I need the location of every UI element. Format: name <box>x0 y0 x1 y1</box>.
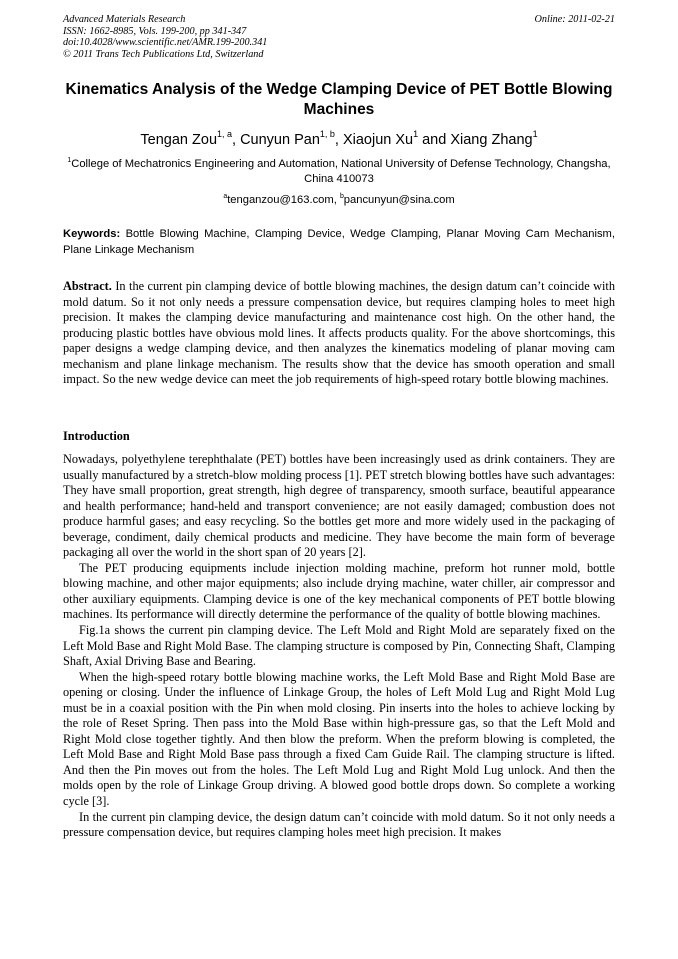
paper-title: Kinematics Analysis of the Wedge Clamping Device of PET Bottle Blowing Machines <box>65 81 613 118</box>
author-separator: and <box>418 132 451 148</box>
email-link[interactable]: pancunyun@sina.com <box>343 194 455 206</box>
email-sup: a <box>223 192 228 200</box>
body-paragraph: When the high-speed rotary bottle blowing machine works, the Left Mold Base and Right Mold Base are opening or closing. Under the influence of Linkage Group, the holes of Left Mold Lug and Right Mold Lug must be in a coaxial position with the Pin when mold closing. Pin inserts into the holes to achieve locking by the role of Reset Spring. Then pass into the Mold Base within high-pressure gas, so that the Left Mold and Right Mold close together tightly. And then blow the preform. When the preform blowing is completed, the Left Mold Base and Right Mold Base pass through a fixed Cam Guide Rail. The clamping structure is lifted. And then the Pin moves out from the holes. The Left Mold Lug and Right Mold Lug unlock. And then the molds open by the role of Linkage Group driving. A blowed good bottle drops down. So complete a working cycle [3]. <box>63 669 615 809</box>
keywords-label: Keywords: <box>63 228 121 240</box>
author-affil-sup: 1, b <box>319 129 335 140</box>
keywords-block <box>63 227 615 258</box>
email-link[interactable]: tenganzou@163.com <box>227 194 334 206</box>
email-separator: , <box>333 194 340 206</box>
doi-line: doi:10.4028/www.scientific.net/AMR.199-200.341 <box>63 37 268 48</box>
abstract-label: Abstract. <box>63 279 112 293</box>
author-separator: , <box>232 132 241 148</box>
author-name: Xiang Zhang <box>450 132 533 148</box>
journal-name: Advanced Materials Research <box>63 14 186 25</box>
affiliation <box>63 157 615 187</box>
author-list <box>63 131 615 149</box>
body-paragraph: The PET producing equipments include injection molding machine, preform hot runner mold, bottle blowing machine, and other major equipments; also include drying machine, water chiller, air compressor and other auxiliary equipments. Clamping device is one of the key mechanical components of PET bottle blowing machines. Its performance will directly determine the performance of the quality of bottle blowing machines. <box>63 560 615 622</box>
copyright-line: © 2011 Trans Tech Publications Ltd, Switzerland <box>63 48 264 60</box>
online-date: Online: 2011-02-21 <box>534 14 615 25</box>
author-affil-sup: 1 <box>532 129 538 140</box>
body-paragraph: In the current pin clamping device, the design datum can’t coincide with mold datum. So it not only needs a pressure compensation device, but requires clamping holes meet high precision. It makes <box>63 809 615 840</box>
affiliation-text: College of Mechatronics Engineering and Automation, National University of Defense Technology, Changsha, China 410073 <box>71 158 611 185</box>
body-paragraph: Fig.1a shows the current pin clamping device. The Left Mold and Right Mold are separately fixed on the Left Mold Base and Right Mold Base. The clamping structure is composed by Pin, Connecting Shaft, Clamping Shaft, Axial Driving Base and Bearing. <box>63 623 615 669</box>
journal-header <box>63 14 615 60</box>
author-name: Xiaojun Xu <box>342 132 414 148</box>
body-paragraph: Nowadays, polyethylene terephthalate (PET) bottles have been increasingly used as drink containers. They are usually manufactured by a stretch-blow molding process [1]. PET stretch blowing bottles have such advantages: They have small proportion, great strength, high degree of transparency, smooth surface, beautiful appearance and health performance; hand-held and transport convenience; are not easily damaged; combustion does not produce harmful gases; and easy recycling. So the bottles get more and more widely used in the packaging of beverage, condiment, daily chemical products and medicine. They have become the main form of beverage packaging all over the world in the short span of 20 years [2]. <box>63 452 615 560</box>
email-sup: b <box>339 192 344 200</box>
abstract-block <box>63 279 615 388</box>
affiliation-sup: 1 <box>67 156 72 164</box>
introduction-body <box>63 452 615 841</box>
author-emails <box>63 193 615 208</box>
author-name: Tengan Zou <box>140 132 218 148</box>
author-affil-sup: 1 <box>413 129 419 140</box>
author-separator: , <box>334 132 343 148</box>
author-name: Cunyun Pan <box>240 132 320 148</box>
keywords-text: Bottle Blowing Machine, Clamping Device, Wedge Clamping, Planar Moving Cam Mechanism, Plane Linkage Mechanism <box>63 228 615 256</box>
author-affil-sup: 1, a <box>217 129 233 140</box>
issn-line: ISSN: 1662-8985, Vols. 199-200, pp 341-347 <box>63 25 247 37</box>
abstract-text: In the current pin clamping device of bottle blowing machines, the design datum can’t coincide with mold datum. So it not only needs a pressure compensation device, but requires clamping holes to meet high precision. It makes the clamping device manufacturing and maintenance cost high. On the other hand, the producing plastic bottles have obvious mold lines. It affects products quality. For the above shortcomings, this paper designs a wedge clamping device, and then analyzes the kinematics modeling of planar moving cam mechanism and plane linkage mechanism. The results show that the device has smooth operation and small impact. So the new wedge device can meet the job requirements of high-speed rotary bottle blowing machines. <box>63 279 615 387</box>
section-heading-introduction: Introduction <box>63 429 130 443</box>
